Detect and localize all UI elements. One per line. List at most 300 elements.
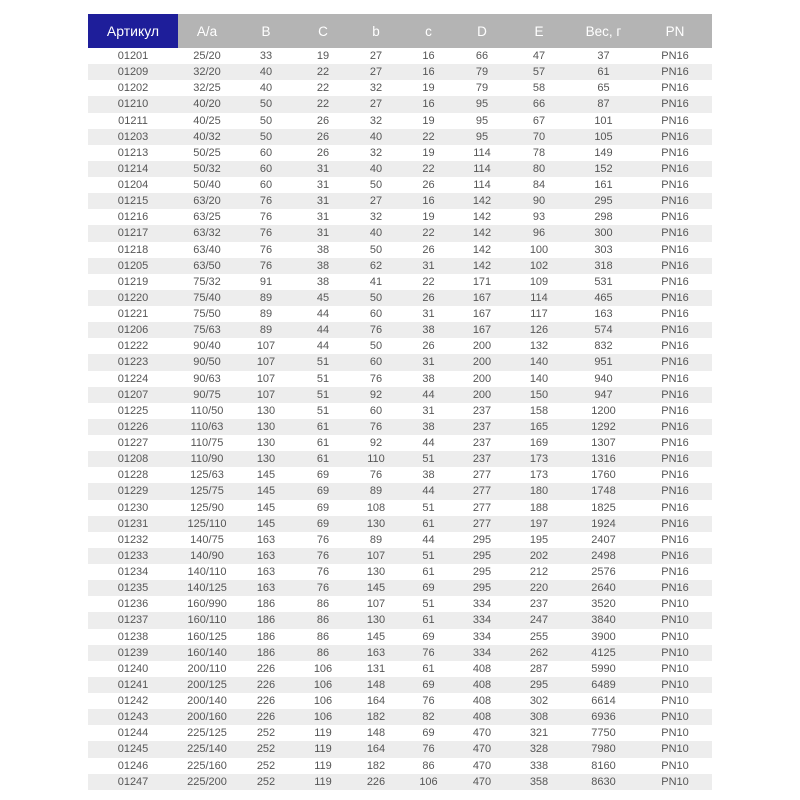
value-cell: 226 (236, 677, 296, 693)
value-cell: 287 (529, 662, 549, 675)
value-cell: 61 (316, 437, 330, 449)
value-cell: PN16 (638, 419, 712, 435)
value-cell: PN16 (661, 404, 689, 417)
value-cell: 107 (236, 354, 296, 370)
value-cell: 45 (296, 290, 350, 306)
value-cell: 277 (472, 469, 492, 482)
value-cell: 188 (529, 501, 549, 514)
column-header-c: c (402, 14, 455, 48)
value-cell: 76 (296, 548, 350, 564)
column-header-b: B (236, 14, 296, 48)
value-cell: 106 (296, 709, 350, 725)
value-cell: 107 (256, 372, 276, 385)
value-cell: PN16 (638, 354, 712, 370)
value-cell: 226 (236, 709, 296, 725)
value-cell: 2576 (591, 566, 616, 578)
value-cell: 6614 (591, 695, 616, 707)
value-cell: 44 (316, 308, 330, 320)
table-row (88, 580, 712, 596)
article-cell: 01236 (117, 598, 149, 611)
value-cell: 61 (402, 516, 455, 532)
value-cell: 75/50 (193, 308, 221, 320)
value-cell: 67 (532, 114, 546, 127)
value-cell: 173 (529, 469, 549, 482)
value-cell: 145 (236, 516, 296, 532)
value-cell: 7750 (591, 727, 616, 740)
value-cell: 114 (473, 146, 491, 159)
value-cell: 126 (509, 322, 569, 338)
value-cell: PN16 (661, 50, 689, 62)
article-cell: 01207 (88, 387, 178, 403)
value-cell: 110 (350, 451, 402, 467)
value-cell: 295 (509, 677, 569, 693)
article-cell: 01245 (88, 741, 178, 757)
value-cell: 163 (236, 580, 296, 596)
article-cell: 01209 (88, 64, 178, 80)
value-cell: 142 (472, 211, 492, 224)
value-cell: 31 (316, 179, 330, 191)
value-cell: 334 (455, 645, 509, 661)
value-cell: 80 (509, 161, 569, 177)
value-cell: 31 (402, 354, 455, 370)
article-cell: 01210 (88, 96, 178, 112)
value-cell: 76 (316, 533, 330, 546)
table-row (88, 483, 712, 499)
value-cell: 171 (472, 275, 492, 288)
value-cell: 140/90 (178, 548, 236, 564)
value-cell: 61 (422, 566, 435, 578)
value-cell: 186 (256, 598, 276, 611)
value-cell: 40 (350, 161, 402, 177)
value-cell: 16 (402, 96, 455, 112)
value-cell: 31 (296, 225, 350, 241)
value-cell: 225/200 (178, 774, 236, 790)
value-cell: 1924 (569, 516, 638, 532)
value-cell: 16 (402, 64, 455, 80)
value-cell: 152 (569, 161, 638, 177)
value-cell: 89 (350, 483, 402, 499)
value-cell: 31 (296, 193, 350, 209)
value-cell: PN16 (638, 96, 712, 112)
table-row (88, 371, 712, 387)
value-cell: 106 (313, 662, 333, 675)
article-cell: 01217 (88, 225, 178, 241)
article-cell: 01225 (117, 404, 149, 417)
value-cell: 65 (597, 82, 610, 95)
value-cell: 60 (259, 146, 273, 159)
value-cell: 6936 (569, 709, 638, 725)
column-header-article: Артикул (88, 14, 178, 48)
value-cell: 164 (350, 741, 402, 757)
value-cell: 106 (296, 677, 350, 693)
value-cell: 302 (529, 695, 549, 707)
value-cell: PN16 (638, 225, 712, 241)
value-cell: PN16 (661, 275, 689, 288)
value-cell: PN10 (661, 630, 689, 643)
value-cell: 470 (455, 774, 509, 790)
value-cell: 50 (369, 179, 383, 191)
value-cell: 89 (236, 290, 296, 306)
value-cell: 90/50 (178, 354, 236, 370)
article-cell: 01219 (117, 275, 149, 288)
value-cell: 92 (350, 387, 402, 403)
table-row (88, 161, 712, 177)
value-cell: 27 (369, 50, 383, 62)
article-cell: 01205 (88, 258, 178, 274)
value-cell: 252 (236, 741, 296, 757)
table-row (88, 725, 712, 741)
value-cell: 26 (402, 290, 455, 306)
value-cell: 66 (475, 50, 489, 62)
table-row (88, 242, 712, 258)
article-cell: 01220 (88, 290, 178, 306)
value-cell: 202 (509, 548, 569, 564)
value-cell: 37 (597, 50, 610, 62)
table-row (88, 145, 712, 161)
value-cell: PN10 (638, 677, 712, 693)
value-cell: 237 (455, 419, 509, 435)
value-cell: 225/160 (187, 759, 227, 772)
value-cell: 57 (509, 64, 569, 80)
value-cell: 125/90 (190, 501, 224, 514)
value-cell: 114 (473, 179, 491, 191)
value-cell: 16 (402, 193, 455, 209)
value-cell: 225/140 (178, 741, 236, 757)
value-cell: 40 (350, 129, 402, 145)
value-cell: 75/63 (178, 322, 236, 338)
value-cell: 130 (236, 451, 296, 467)
value-cell: 76 (316, 566, 330, 578)
value-cell: 130 (350, 612, 402, 628)
value-cell: 114 (509, 290, 569, 306)
value-cell: 76 (350, 419, 402, 435)
value-cell: PN16 (661, 179, 689, 191)
value-cell: 295 (455, 580, 509, 596)
value-cell: 19 (316, 50, 330, 62)
value-cell: 107 (256, 340, 276, 353)
column-header-pn: PN (638, 14, 712, 48)
article-cell: 01246 (117, 759, 149, 772)
value-cell: 308 (509, 709, 569, 725)
value-cell: 86 (296, 612, 350, 628)
value-cell: 50 (259, 114, 273, 127)
table-row (88, 435, 712, 451)
value-cell: 328 (509, 741, 569, 757)
value-cell: 26 (316, 114, 330, 127)
value-cell: 940 (594, 372, 613, 385)
value-cell: 107 (366, 598, 386, 611)
value-cell: 96 (509, 225, 569, 241)
value-cell: 130 (256, 404, 276, 417)
article-cell: 01244 (117, 727, 149, 740)
value-cell: 4125 (569, 645, 638, 661)
value-cell: 51 (422, 598, 435, 611)
value-cell: 832 (594, 340, 613, 353)
table-row (88, 677, 712, 693)
value-cell: 60 (350, 354, 402, 370)
value-cell: 106 (402, 774, 455, 790)
table-row (88, 80, 712, 96)
value-cell: 200 (472, 372, 492, 385)
value-cell: 51 (296, 387, 350, 403)
value-cell: 60 (369, 308, 383, 320)
article-cell: 01204 (117, 179, 149, 191)
article-cell: 01226 (88, 419, 178, 435)
value-cell: 27 (350, 64, 402, 80)
value-cell: 61 (296, 451, 350, 467)
value-cell: 114 (455, 161, 509, 177)
article-cell: 01213 (117, 146, 149, 159)
article-cell: 01243 (88, 709, 178, 725)
value-cell: 150 (509, 387, 569, 403)
value-cell: 252 (256, 759, 276, 772)
value-cell: PN16 (661, 308, 689, 320)
value-cell: 130 (350, 516, 402, 532)
article-cell: 01240 (117, 662, 149, 675)
value-cell: 69 (316, 501, 330, 514)
value-cell: 277 (455, 483, 509, 499)
article-cell: 01216 (117, 211, 149, 224)
value-cell: 295 (472, 533, 492, 546)
table-row (88, 177, 712, 193)
value-cell: 25/20 (193, 50, 221, 62)
value-cell: 86 (316, 630, 330, 643)
value-cell: 86 (422, 759, 435, 772)
value-cell: 298 (594, 211, 613, 224)
value-cell: 16 (422, 50, 435, 62)
value-cell: 90/75 (178, 387, 236, 403)
value-cell: 8630 (569, 774, 638, 790)
table-row (88, 451, 712, 467)
value-cell: 76 (369, 372, 383, 385)
value-cell: 8160 (591, 759, 616, 772)
value-cell: 200/110 (187, 662, 227, 675)
value-cell: 163 (594, 308, 613, 320)
value-cell: 66 (509, 96, 569, 112)
table-row (88, 258, 712, 274)
article-cell: 01224 (117, 372, 149, 385)
value-cell: 142 (455, 258, 509, 274)
value-cell: 86 (316, 598, 330, 611)
value-cell: PN10 (661, 598, 689, 611)
value-cell: 90/63 (193, 372, 221, 385)
value-cell: 76 (422, 695, 435, 707)
value-cell: PN16 (638, 548, 712, 564)
value-cell: 334 (472, 630, 492, 643)
value-cell: 22 (296, 64, 350, 80)
value-cell: 102 (509, 258, 569, 274)
value-cell: 148 (366, 727, 386, 740)
value-cell: 318 (569, 258, 638, 274)
article-cell: 01227 (117, 437, 149, 449)
value-cell: 51 (316, 372, 330, 385)
value-cell: 32/25 (193, 82, 221, 95)
value-cell: 247 (509, 612, 569, 628)
value-cell: 63/50 (178, 258, 236, 274)
value-cell: 60 (259, 179, 273, 191)
value-cell: 75/32 (193, 275, 221, 288)
value-cell: 69 (316, 469, 330, 482)
value-cell: 142 (455, 225, 509, 241)
value-cell: 40 (236, 64, 296, 80)
value-cell: 26 (316, 146, 330, 159)
table-row (88, 629, 712, 645)
value-cell: 44 (422, 533, 435, 546)
value-cell: 947 (569, 387, 638, 403)
value-cell: 109 (529, 275, 549, 288)
value-cell: PN10 (638, 741, 712, 757)
value-cell: PN16 (638, 322, 712, 338)
table-row (88, 612, 712, 628)
table-row (88, 403, 712, 419)
value-cell: 61 (402, 612, 455, 628)
value-cell: 125/110 (178, 516, 236, 532)
article-cell: 01238 (117, 630, 149, 643)
value-cell: 69 (296, 483, 350, 499)
value-cell: 44 (316, 340, 330, 353)
value-cell: 237 (529, 598, 549, 611)
article-cell: 01201 (117, 50, 149, 62)
table-row (88, 564, 712, 580)
value-cell: 465 (569, 290, 638, 306)
value-cell: PN16 (661, 340, 689, 353)
value-cell: 163 (256, 566, 276, 578)
column-header-c: C (296, 14, 350, 48)
value-cell: 92 (369, 437, 383, 449)
value-cell: 226 (256, 662, 276, 675)
table-row (88, 354, 712, 370)
value-cell: 140 (529, 372, 549, 385)
value-cell: 6489 (569, 677, 638, 693)
value-cell: 408 (472, 662, 492, 675)
value-cell: 38 (316, 275, 330, 288)
value-cell: 262 (509, 645, 569, 661)
value-cell: 140 (509, 354, 569, 370)
value-cell: 82 (402, 709, 455, 725)
value-cell: PN16 (661, 114, 689, 127)
value-cell: PN16 (661, 82, 689, 95)
value-cell: 161 (594, 179, 613, 191)
value-cell: 160/140 (178, 645, 236, 661)
spec-table-container (88, 14, 712, 790)
value-cell: 182 (366, 759, 386, 772)
table-row (88, 532, 712, 548)
value-cell: 1316 (569, 451, 638, 467)
value-cell: 32 (369, 114, 383, 127)
value-cell: 2498 (569, 548, 638, 564)
value-cell: 95 (475, 114, 489, 127)
value-cell: 5990 (591, 662, 616, 675)
value-cell: 61 (569, 64, 638, 80)
table-row (88, 338, 712, 354)
value-cell: 119 (296, 741, 350, 757)
value-cell: 22 (402, 225, 455, 241)
value-cell: 132 (529, 340, 549, 353)
value-cell: 300 (569, 225, 638, 241)
value-cell: 50 (236, 96, 296, 112)
value-cell: 63/32 (178, 225, 236, 241)
value-cell: 31 (402, 258, 455, 274)
value-cell: 408 (455, 709, 509, 725)
value-cell: 358 (509, 774, 569, 790)
value-cell: 165 (509, 419, 569, 435)
value-cell: 295 (569, 193, 638, 209)
value-cell: 195 (529, 533, 549, 546)
value-cell: 119 (296, 774, 350, 790)
article-cell: 01237 (88, 612, 178, 628)
value-cell: 160/110 (178, 612, 236, 628)
value-cell: 200 (455, 387, 509, 403)
value-cell: PN16 (661, 533, 689, 546)
value-cell: PN16 (661, 211, 689, 224)
value-cell: 167 (455, 322, 509, 338)
article-cell: 01214 (88, 161, 178, 177)
value-cell: 84 (532, 179, 546, 191)
value-cell: PN16 (638, 64, 712, 80)
value-cell: 76 (259, 211, 273, 224)
value-cell: 33 (259, 50, 273, 62)
table-row (88, 596, 712, 612)
value-cell: 38 (402, 322, 455, 338)
value-cell: PN16 (638, 129, 712, 145)
value-cell: 41 (369, 275, 383, 288)
value-cell: 163 (236, 548, 296, 564)
value-cell: 78 (532, 146, 546, 159)
value-cell: 334 (455, 612, 509, 628)
value-cell: PN16 (661, 566, 689, 578)
column-header-aa: A/a (178, 14, 236, 48)
value-cell: 40 (259, 82, 273, 95)
value-cell: 40/32 (178, 129, 236, 145)
value-cell: 38 (422, 469, 435, 482)
value-cell: 63/20 (178, 193, 236, 209)
value-cell: PN16 (661, 501, 689, 514)
value-cell: 79 (455, 64, 509, 80)
value-cell: 31 (422, 308, 435, 320)
value-cell: 51 (316, 404, 330, 417)
value-cell: 186 (256, 630, 276, 643)
value-cell: 50 (369, 340, 383, 353)
value-cell: 167 (472, 308, 492, 320)
value-cell: 50 (236, 129, 296, 145)
table-row (88, 225, 712, 241)
value-cell: 277 (472, 501, 492, 514)
article-cell: 01241 (88, 677, 178, 693)
value-cell: 145 (256, 501, 276, 514)
value-cell: 160/990 (187, 598, 227, 611)
value-cell: 106 (313, 695, 333, 707)
value-cell: 26 (422, 179, 435, 191)
value-cell: 50 (369, 243, 383, 256)
value-cell: PN16 (661, 243, 689, 256)
value-cell: 51 (402, 548, 455, 564)
value-cell: 140/110 (187, 566, 227, 578)
value-cell: 63/40 (193, 243, 221, 256)
value-cell: 26 (296, 129, 350, 145)
table-row (88, 693, 712, 709)
value-cell: 167 (455, 290, 509, 306)
value-cell: PN16 (661, 146, 689, 159)
value-cell: 22 (422, 275, 435, 288)
value-cell: 58 (532, 82, 546, 95)
value-cell: 61 (296, 419, 350, 435)
column-header-col8: Вес, г (569, 14, 638, 48)
article-cell: 01211 (118, 114, 148, 127)
value-cell: 237 (455, 451, 509, 467)
article-cell: 01223 (88, 354, 178, 370)
value-cell: 38 (402, 419, 455, 435)
value-cell: 26 (422, 340, 435, 353)
